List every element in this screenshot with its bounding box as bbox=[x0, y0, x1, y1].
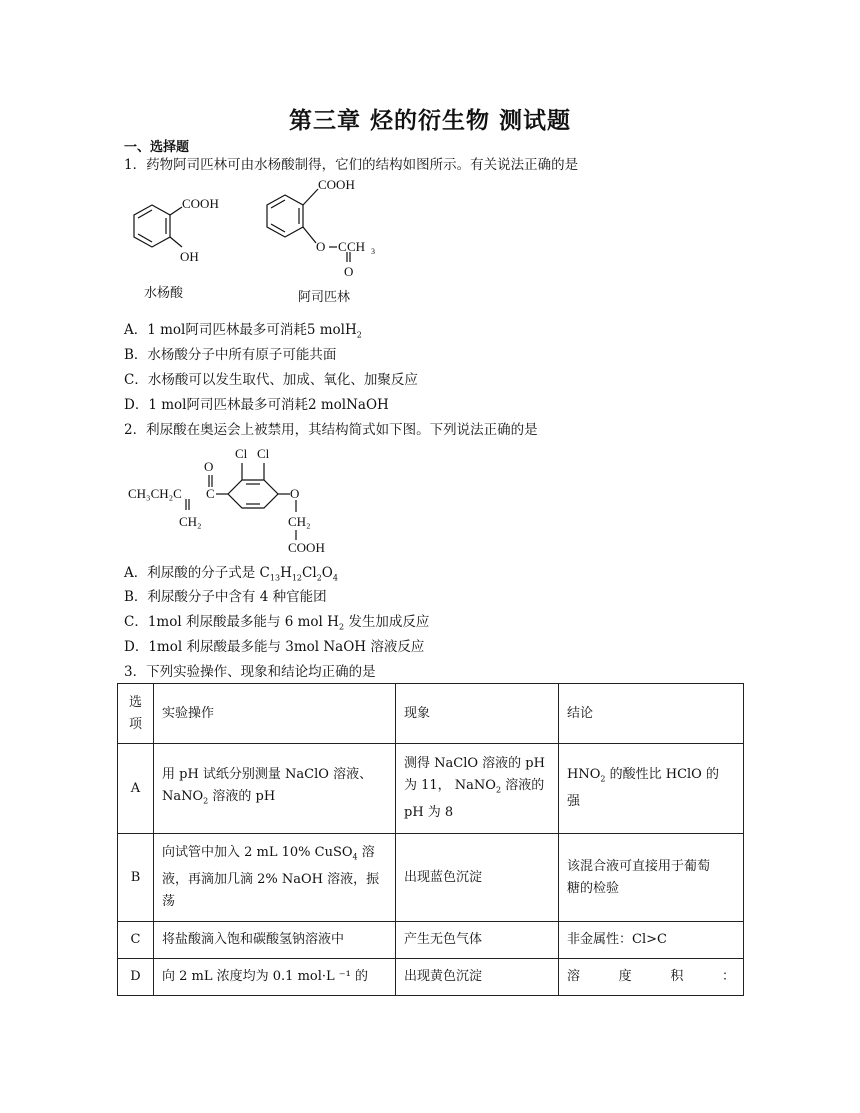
row-c-phenomenon: 产生无色气体 bbox=[396, 922, 559, 959]
row-c-option: C bbox=[118, 922, 154, 959]
aspirin-carbonyl-o-label: O bbox=[344, 264, 354, 279]
row-b-operation: 向试管中加入 2 mL 10% CuSO$_4$ 溶 液，再滴加几滴 2% NaOH 溶液，振 荡 bbox=[154, 834, 396, 922]
row-b-option: B bbox=[118, 834, 154, 922]
q2-option-d: D．1mol 利尿酸最多能与 3mol NaOH 溶液反应 bbox=[124, 639, 425, 655]
question-1-stem: 1．药物阿司匹林可由水杨酸制得，它们的结构如图所示。有关说法正确的是 bbox=[124, 157, 579, 173]
row-c-operation: 将盐酸滴入饱和碳酸氢钠溶液中 bbox=[154, 922, 396, 959]
q1-option-b: B．水杨酸分子中所有原子可能共面 bbox=[124, 347, 337, 363]
q2-option-c: C．1mol 利尿酸最多能与 6 mol $H_2$ 发生加成反应 bbox=[124, 614, 430, 632]
row-b-phenomenon: 出现蓝色沉淀 bbox=[396, 834, 559, 922]
table-row bbox=[118, 744, 744, 834]
salicylic-caption: 水杨酸 bbox=[144, 286, 184, 301]
header-phenomenon: 现象 bbox=[396, 684, 559, 744]
ethacrynic-carbonyl-c: C bbox=[206, 486, 215, 501]
aspirin-ester-o-label: O bbox=[316, 239, 326, 254]
aspirin-cooh-label: COOH bbox=[318, 177, 355, 192]
ethacrynic-ether-o: O bbox=[290, 486, 300, 501]
salicylic-cooh-label: COOH bbox=[182, 196, 219, 211]
aspirin-ch3-label: CH bbox=[347, 239, 366, 254]
ethacrynic-side-ch2: CH₂ bbox=[288, 514, 311, 529]
row-d-option: D bbox=[118, 959, 154, 996]
q1-option-a: A．1 mol阿司匹林最多可消耗5 molH$_2$ bbox=[124, 322, 362, 340]
ethacrynic-cl-2: Cl bbox=[257, 446, 270, 461]
q2-option-b: B．利尿酸分子中含有 4 种官能团 bbox=[124, 589, 327, 605]
ethacrynic-methylene: CH₂ bbox=[179, 514, 202, 529]
row-d-conclusion: 溶 度 积 ： bbox=[559, 959, 744, 996]
row-a-phenomenon: 测得 NaClO 溶液的 pH 为 11， NaNO$_2$ 溶液的 pH 为 8 bbox=[396, 744, 559, 834]
ethacrynic-cooh: COOH bbox=[288, 540, 325, 555]
aspirin-carbonyl-c-label: C bbox=[338, 239, 347, 254]
experiment-table bbox=[117, 683, 744, 996]
question-2-stem: 2．利尿酸在奥运会上被禁用，其结构简式如下图。下列说法正确的是 bbox=[124, 422, 538, 438]
aspirin-ch3-subscript: 3 bbox=[371, 247, 375, 256]
aspirin-structure bbox=[260, 175, 400, 314]
aspirin-caption: 阿司匹林 bbox=[298, 290, 351, 305]
row-a-option: A bbox=[118, 744, 154, 834]
table-header-row bbox=[118, 684, 744, 744]
section-heading: 一、选择题 bbox=[124, 140, 190, 155]
header-operation: 实验操作 bbox=[154, 684, 396, 744]
row-b-conclusion: 该混合液可直接用于葡萄 糖的检验 bbox=[559, 834, 744, 922]
q1-option-c: C．水杨酸可以发生取代、加成、氧化、加聚反应 bbox=[124, 372, 418, 388]
row-d-operation: 向 2 mL 浓度均为 0.1 mol·L ⁻¹ 的 bbox=[154, 959, 396, 996]
header-option: 选项 bbox=[118, 684, 154, 744]
ethacrynic-left-chain: CH₃CH₂C bbox=[128, 486, 182, 501]
q2-option-a: A．利尿酸的分子式是 $C_{13}H_{12}Cl_2O_4$ bbox=[124, 565, 338, 583]
salicylic-oh-label: OH bbox=[180, 249, 199, 264]
salicylic-acid-structure bbox=[124, 185, 254, 314]
row-a-operation: 用 pH 试纸分别测量 NaClO 溶液、 NaNO$_2$ 溶液的 pH bbox=[154, 744, 396, 834]
ethacrynic-carbonyl-o: O bbox=[204, 459, 214, 474]
table-row bbox=[118, 834, 744, 922]
page-title: 第三章 烃的衍生物 测试题 bbox=[288, 108, 571, 134]
question-3-stem: 3．下列实验操作、现象和结论均正确的是 bbox=[124, 664, 376, 680]
row-d-phenomenon: 出现黄色沉淀 bbox=[396, 959, 559, 996]
header-conclusion: 结论 bbox=[559, 684, 744, 744]
table-row bbox=[118, 959, 744, 996]
row-a-conclusion: $HNO_2$ 的酸性比 HClO 的 强 bbox=[559, 744, 744, 834]
row-c-conclusion: 非金属性：Cl>C bbox=[559, 922, 744, 959]
ethacrynic-cl-1: Cl bbox=[235, 446, 248, 461]
ethacrynic-acid-structure bbox=[124, 440, 374, 564]
table-row bbox=[118, 922, 744, 959]
q1-option-d: D．1 mol阿司匹林最多可消耗2 molNaOH bbox=[124, 397, 389, 413]
